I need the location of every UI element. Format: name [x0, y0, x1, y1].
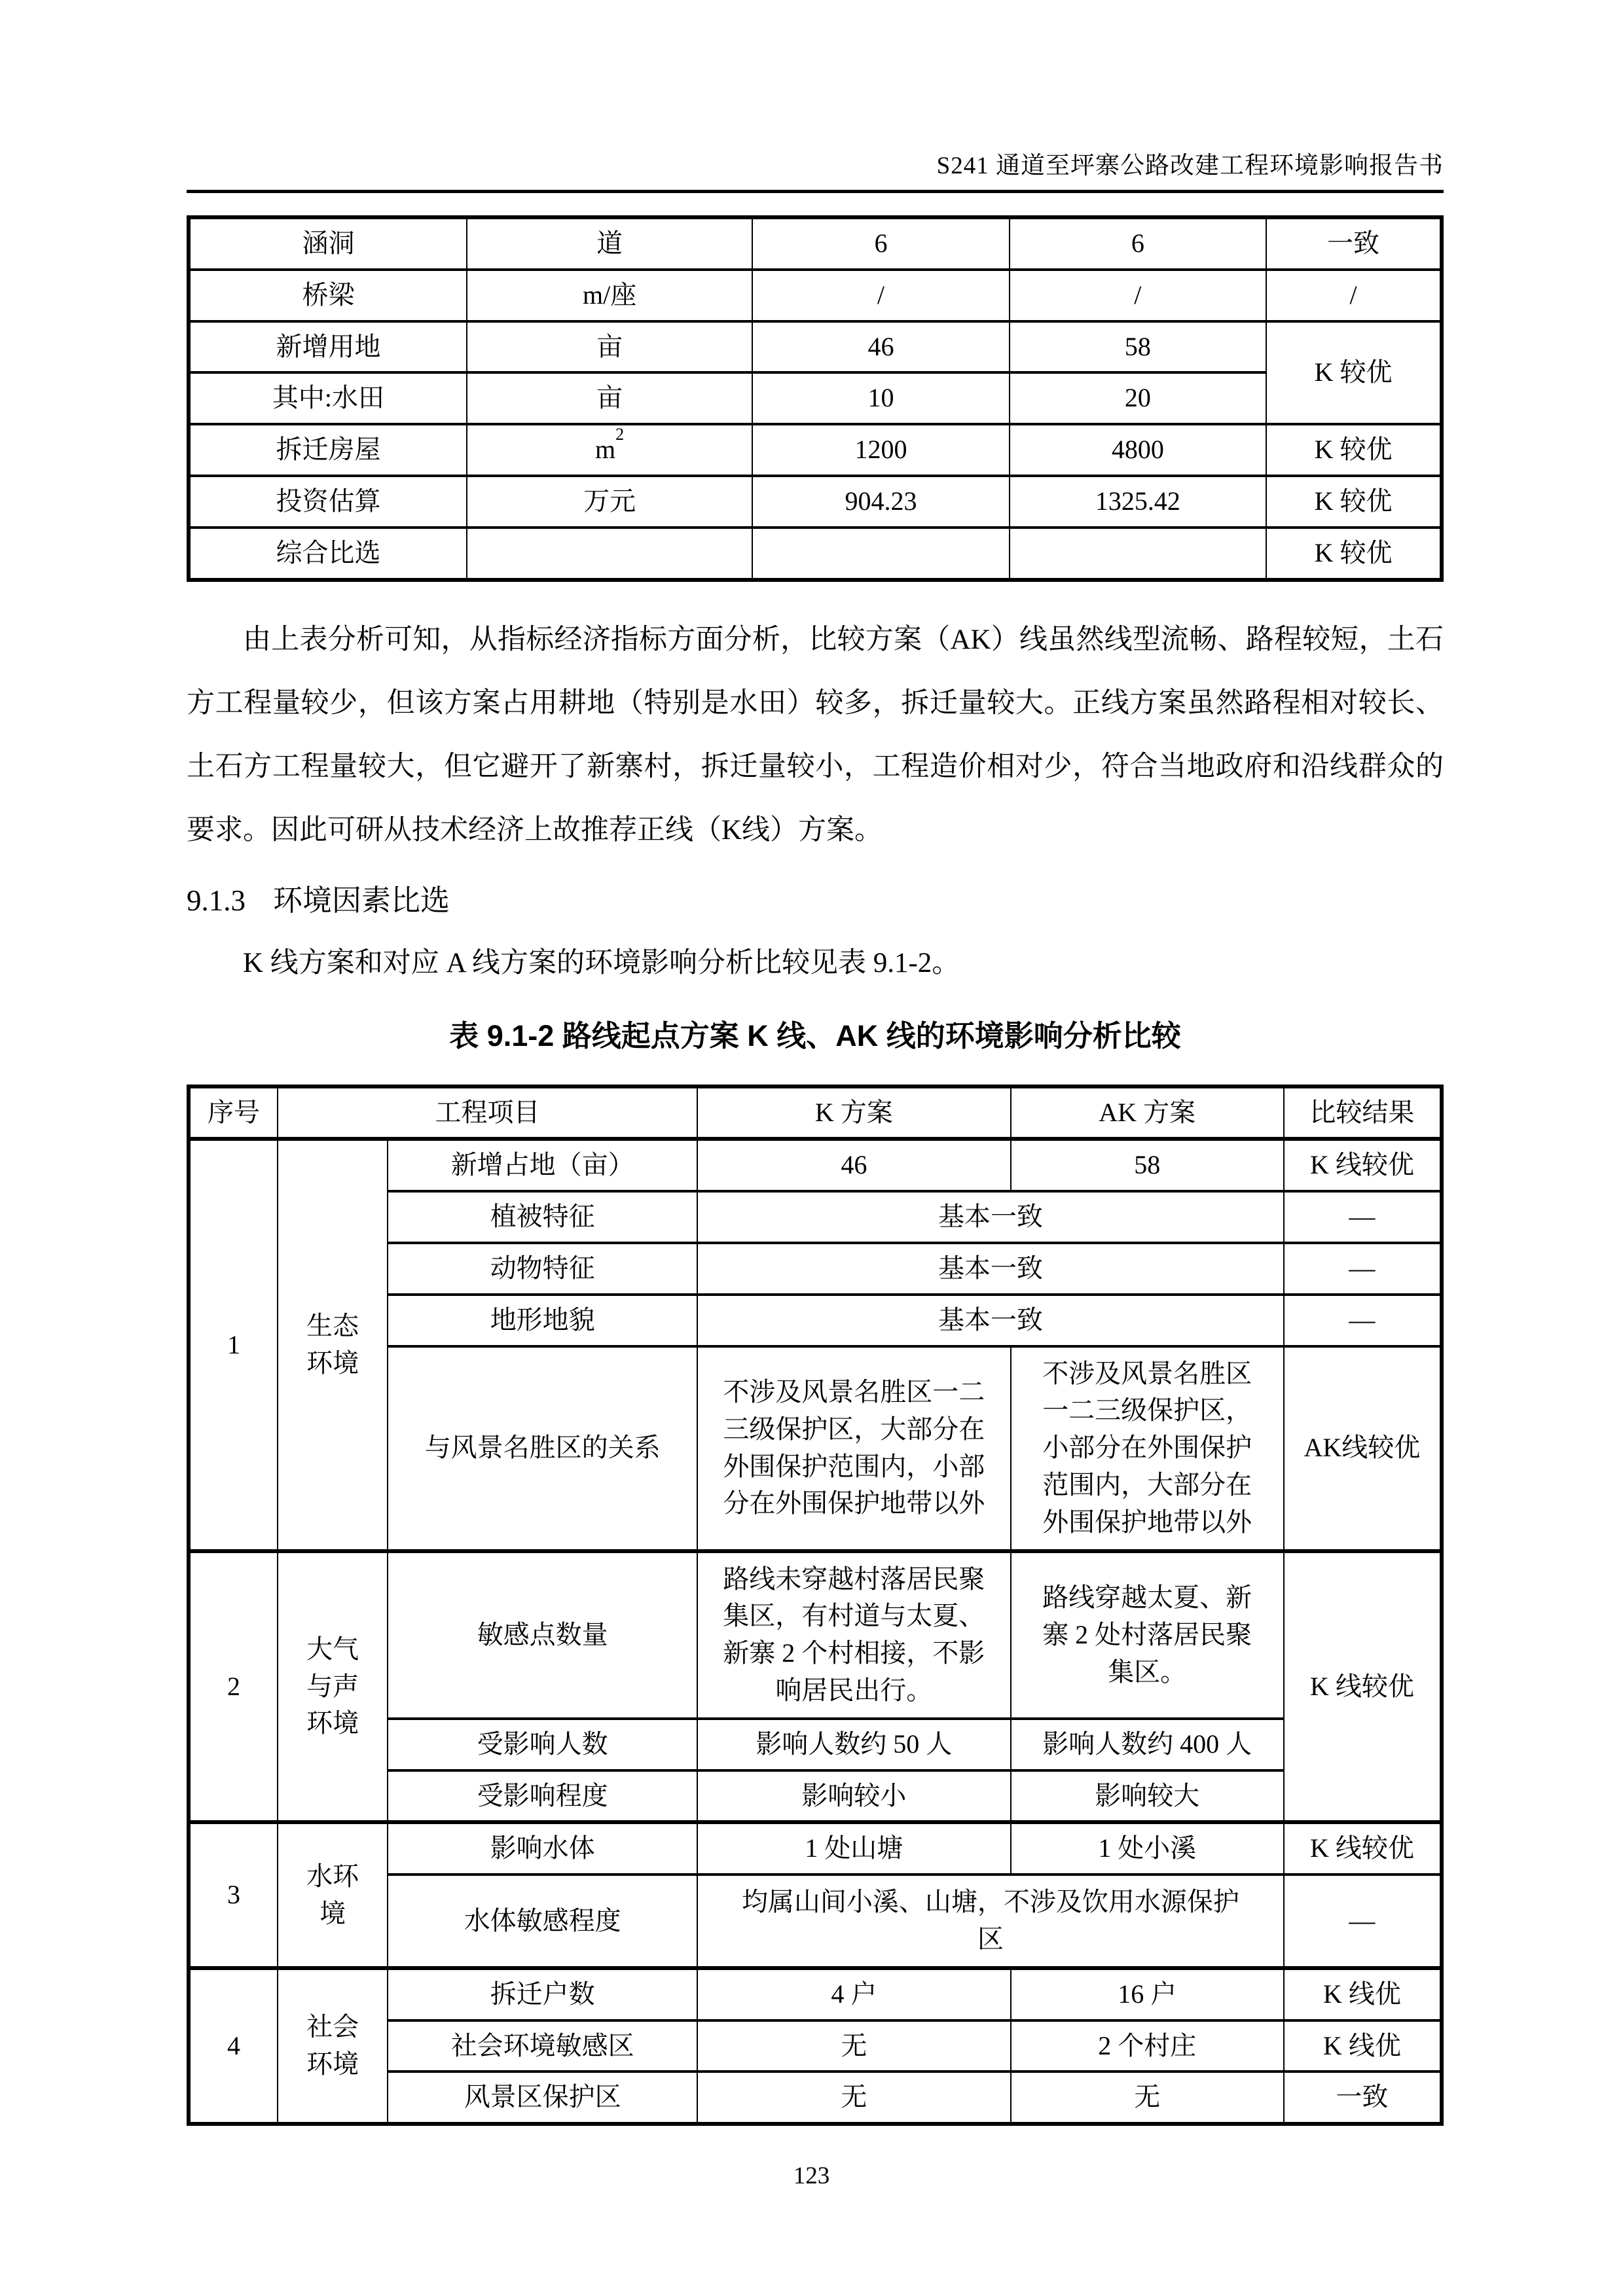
- table-row: [189, 1968, 1442, 2020]
- cell-unit: 亩: [467, 372, 752, 424]
- table-row: [189, 1551, 1442, 1719]
- cell-ak: 影响较大: [1011, 1770, 1284, 1823]
- cell-result: —: [1284, 1191, 1442, 1243]
- cell-category: 社会环境: [278, 1968, 388, 2124]
- cell-ak: 路线穿越太夏、新寨 2 处村落居民聚集区。: [1011, 1551, 1284, 1719]
- cell-unit: 亩: [467, 321, 752, 373]
- header-ak: AK 方案: [1011, 1086, 1284, 1139]
- cell-span: 基本一致: [697, 1295, 1284, 1346]
- cell-result-merged: K 较优: [1266, 321, 1442, 425]
- economic-comparison-table-continued: [187, 215, 1444, 582]
- cell-unit: m/座: [467, 270, 752, 321]
- cell-item: 桥梁: [189, 270, 467, 321]
- cell-item: 与风景名胜区的关系: [388, 1346, 697, 1551]
- cell-result: 一致: [1266, 217, 1442, 270]
- cell-item: 动物特征: [388, 1243, 697, 1295]
- cell-ak: 58: [1011, 1139, 1284, 1191]
- environment-comparison-table: [187, 1085, 1444, 2126]
- header-result: 比较结果: [1284, 1086, 1442, 1139]
- cell-k: 10: [752, 372, 1009, 424]
- cell-ak: /: [1010, 270, 1266, 321]
- cell-result: 一致: [1284, 2072, 1442, 2124]
- cell-unit: 万元: [467, 476, 752, 528]
- table-header-row: [189, 1086, 1442, 1139]
- lead-in-paragraph: K 线方案和对应 A 线方案的环境影响分析比较见表 9.1-2。: [243, 947, 960, 978]
- header-no: 序号: [189, 1086, 278, 1139]
- table-row: [189, 476, 1442, 528]
- section-heading: [187, 871, 1444, 930]
- cell-item: 新增用地: [189, 321, 467, 373]
- cell-k: 904.23: [752, 476, 1009, 528]
- cell-result: K 较优: [1266, 424, 1442, 476]
- cell-ak: 6: [1010, 217, 1266, 270]
- cell-item: 水体敏感程度: [388, 1874, 697, 1968]
- cell-item: 受影响程度: [388, 1770, 697, 1823]
- cell-result: —: [1284, 1243, 1442, 1295]
- table-row: [189, 217, 1442, 270]
- cell-ak: 不涉及风景名胜区一二三级保护区，小部分在外围保护范围内，大部分在外围保护地带以外: [1011, 1346, 1284, 1551]
- cell-category: 水环境: [278, 1822, 388, 1967]
- table-row: [189, 372, 1442, 424]
- table-row: [189, 1139, 1442, 1191]
- cell-group-no: 3: [189, 1822, 278, 1967]
- cell-item: 影响水体: [388, 1822, 697, 1874]
- cell-ak: 16 户: [1011, 1968, 1284, 2020]
- cell-result: —: [1284, 1874, 1442, 1968]
- table-row: [189, 270, 1442, 321]
- cell-group-no: 1: [189, 1139, 278, 1551]
- cell-k: 4 户: [697, 1968, 1011, 2020]
- cell-result: K 线较优: [1284, 1139, 1442, 1191]
- header-title: S241 通道至坪寨公路改建工程环境影响报告书: [936, 152, 1444, 179]
- table-row: [189, 1822, 1442, 1874]
- cell-result: K 较优: [1266, 476, 1442, 528]
- cell-ak: 无: [1011, 2072, 1284, 2124]
- cell-k: 不涉及风景名胜区一二三级保护区，大部分在外围保护范围内，小部分在外围保护地带以外: [697, 1346, 1011, 1551]
- cell-item: 投资估算: [189, 476, 467, 528]
- cell-item: 受影响人数: [388, 1719, 697, 1770]
- cell-result: —: [1284, 1295, 1442, 1346]
- cell-k: 路线未穿越村落居民聚集区，有村道与太夏、新寨 2 个村相接，不影响居民出行。: [697, 1551, 1011, 1719]
- cell-k: 1 处山塘: [697, 1822, 1011, 1874]
- cell-unit: 道: [467, 217, 752, 270]
- cell-item: 敏感点数量: [388, 1551, 697, 1719]
- page-number: 123: [793, 2162, 830, 2189]
- cell-item: 综合比选: [189, 528, 467, 580]
- unit-base: m: [595, 435, 616, 465]
- cell-span: 基本一致: [697, 1243, 1284, 1295]
- cell-ak: 1325.42: [1010, 476, 1266, 528]
- cell-item: 涵洞: [189, 217, 467, 270]
- cell-result: K 线优: [1284, 2020, 1442, 2072]
- cell-result: K 线较优: [1284, 1822, 1442, 1874]
- cell-k: 影响人数约 50 人: [697, 1719, 1011, 1770]
- cell-result: /: [1266, 270, 1442, 321]
- cell-item: 风景区保护区: [388, 2072, 697, 2124]
- cell-item: 拆迁房屋: [189, 424, 467, 476]
- cell-unit: [467, 424, 752, 476]
- cell-k: 影响较小: [697, 1770, 1011, 1823]
- table-caption: 表 9.1-2 路线起点方案 K 线、AK 线的环境影响分析比较: [449, 1018, 1181, 1052]
- cell-result: AK线较优: [1284, 1346, 1442, 1551]
- cell-category: 生态环境: [278, 1139, 388, 1551]
- cell-ak: 影响人数约 400 人: [1011, 1719, 1284, 1770]
- unit-superscript: 2: [615, 424, 625, 444]
- cell-item: 地形地貌: [388, 1295, 697, 1346]
- cell-item: 新增占地（亩）: [388, 1139, 697, 1191]
- cell-ak: 2 个村庄: [1011, 2020, 1284, 2072]
- header-project: 工程项目: [278, 1086, 697, 1139]
- cell-k: 46: [752, 321, 1009, 373]
- cell-k: 46: [697, 1139, 1011, 1191]
- cell-result: K 较优: [1266, 528, 1442, 580]
- cell-k: 1200: [752, 424, 1009, 476]
- table-row: [189, 528, 1442, 580]
- empty-cell: [1010, 528, 1266, 580]
- body-paragraph: 由上表分析可知，从指标经济指标方面分析，比较方案（AK）线虽然线型流畅、路程较短，土石方工程量较少，但该方案占用耕地（特别是水田）较多，拆迁量较大。正线方案虽然路程相对较长、土石方工程量较大，但它避开了新寨村，拆迁量较小，工程造价相对少，符合当地政府和沿线群众的要求。因此可研从技术经济上故推荐正线（K线）方案。: [187, 624, 1444, 846]
- cell-result: K 线优: [1284, 1968, 1442, 2020]
- page-header: [187, 0, 1444, 193]
- cell-k: 6: [752, 217, 1009, 270]
- cell-k: /: [752, 270, 1009, 321]
- cell-k: 无: [697, 2072, 1011, 2124]
- section-title: 环境因素比选: [273, 884, 450, 917]
- cell-k: 无: [697, 2020, 1011, 2072]
- cell-group-no: 4: [189, 1968, 278, 2124]
- cell-item: 其中:水田: [189, 372, 467, 424]
- cell-ak: 4800: [1010, 424, 1266, 476]
- header-k: K 方案: [697, 1086, 1011, 1139]
- cell-ak: 1 处小溪: [1011, 1822, 1284, 1874]
- cell-span: 均属山间小溪、山塘，不涉及饮用水源保护区: [697, 1874, 1284, 1968]
- cell-group-no: 2: [189, 1551, 278, 1823]
- cell-item: 拆迁户数: [388, 1968, 697, 2020]
- cell-item: 植被特征: [388, 1191, 697, 1243]
- cell-ak: 58: [1010, 321, 1266, 373]
- cell-category: 大气与声环境: [278, 1551, 388, 1823]
- cell-item: 社会环境敏感区: [388, 2020, 697, 2072]
- empty-cell: [752, 528, 1009, 580]
- empty-cell: [467, 528, 752, 580]
- cell-span: 基本一致: [697, 1191, 1284, 1243]
- cell-ak: 20: [1010, 372, 1266, 424]
- cell-result-merged: K 线较优: [1284, 1551, 1442, 1823]
- section-number: 9.1.3: [187, 884, 246, 917]
- table-row: [189, 424, 1442, 476]
- table-row: [189, 321, 1442, 373]
